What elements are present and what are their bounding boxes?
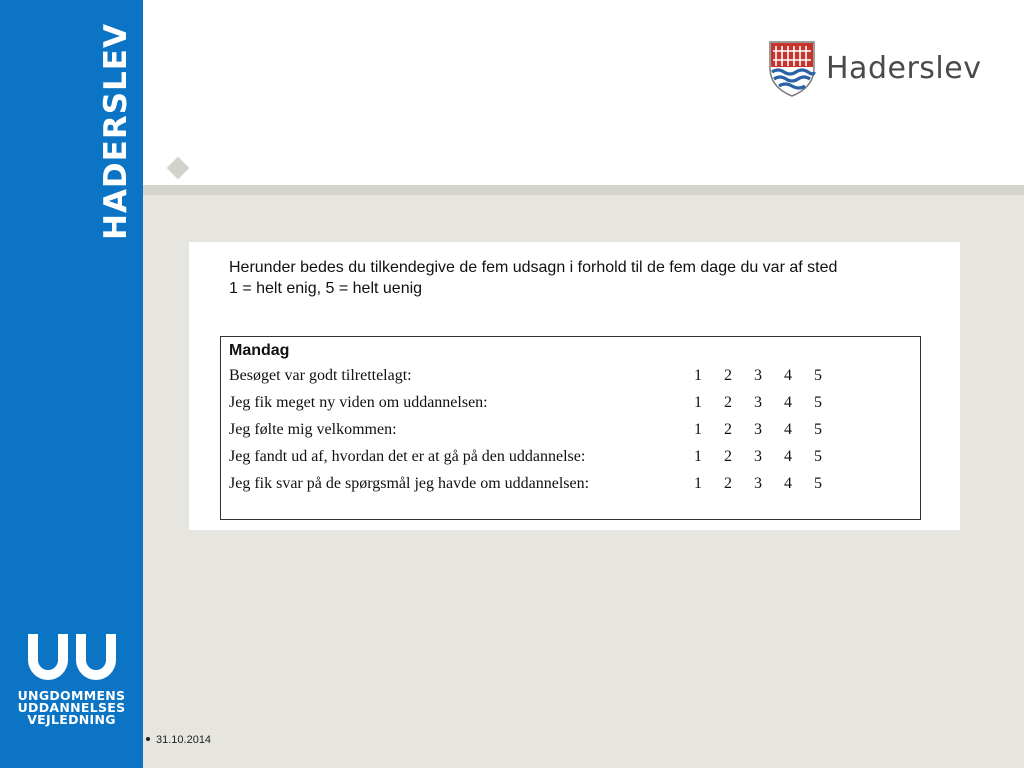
rating-option: 4 (784, 394, 792, 411)
header-divider (143, 185, 1024, 195)
rating-option: 1 (694, 421, 702, 438)
haderslev-logo (768, 40, 981, 98)
date-text: 31.10.2014 (156, 734, 212, 746)
intro-line-2: 1 = helt enig, 5 = helt uenig (229, 280, 423, 297)
bullet-icon (146, 737, 150, 741)
question-text: Jeg fik meget ny viden om uddannelsen: (229, 394, 488, 411)
sidebar (0, 0, 143, 768)
uu-logo (0, 632, 143, 726)
rating-option: 2 (724, 367, 732, 384)
question-row (221, 475, 920, 502)
survey-form (189, 242, 960, 530)
rating-option: 2 (724, 475, 732, 492)
question-text: Jeg fik svar på de spørgsmål jeg havde om uddannelsen: (229, 475, 590, 492)
rating-option: 1 (694, 475, 702, 492)
rating-scale (694, 421, 822, 439)
question-row (221, 421, 920, 448)
brand-name: Haderslev (826, 51, 982, 86)
footer-date (146, 734, 211, 746)
rating-option: 4 (784, 367, 792, 384)
question-text: Jeg følte mig velkommen: (229, 421, 397, 438)
question-row (221, 448, 920, 475)
rating-option: 1 (694, 448, 702, 465)
rating-option: 5 (814, 421, 822, 438)
rating-option: 3 (754, 394, 762, 411)
intro-line-1: Herunder bedes du tilkendegive de fem udsagn i forhold til de fem dage du var af sted (229, 259, 838, 276)
question-text: Besøget var godt tilrettelagt: (229, 367, 412, 384)
vertical-title: HADERSLEV (98, 23, 134, 240)
rating-option: 3 (754, 448, 762, 465)
rating-option: 4 (784, 421, 792, 438)
rating-option: 2 (724, 394, 732, 411)
day-title: Mandag (229, 342, 290, 359)
uu-line-3: VEJLEDNING (27, 712, 116, 727)
rating-option: 5 (814, 367, 822, 384)
uu-mark-icon (26, 632, 118, 684)
rating-option: 3 (754, 367, 762, 384)
uu-line-2: UDDANNELSES (17, 700, 126, 715)
rating-option: 1 (694, 367, 702, 384)
survey-box (220, 336, 921, 520)
rating-option: 4 (784, 448, 792, 465)
rating-option: 4 (784, 475, 792, 492)
rating-option: 1 (694, 394, 702, 411)
rating-option: 5 (814, 475, 822, 492)
rating-scale (694, 367, 822, 385)
question-text: Jeg fandt ud af, hvordan det er at gå på den uddannelse: (229, 448, 586, 465)
question-row (221, 394, 920, 421)
rating-option: 3 (754, 421, 762, 438)
uu-line-1: UNGDOMMENS (17, 688, 126, 703)
rating-option: 2 (724, 448, 732, 465)
rating-scale (694, 394, 822, 412)
rating-scale (694, 448, 822, 466)
rating-scale (694, 475, 822, 493)
rating-option: 5 (814, 394, 822, 411)
rating-option: 3 (754, 475, 762, 492)
rating-option: 2 (724, 421, 732, 438)
survey-intro (229, 257, 837, 299)
rating-option: 5 (814, 448, 822, 465)
question-row (221, 367, 920, 394)
haderslev-coat-of-arms-icon (768, 40, 816, 98)
